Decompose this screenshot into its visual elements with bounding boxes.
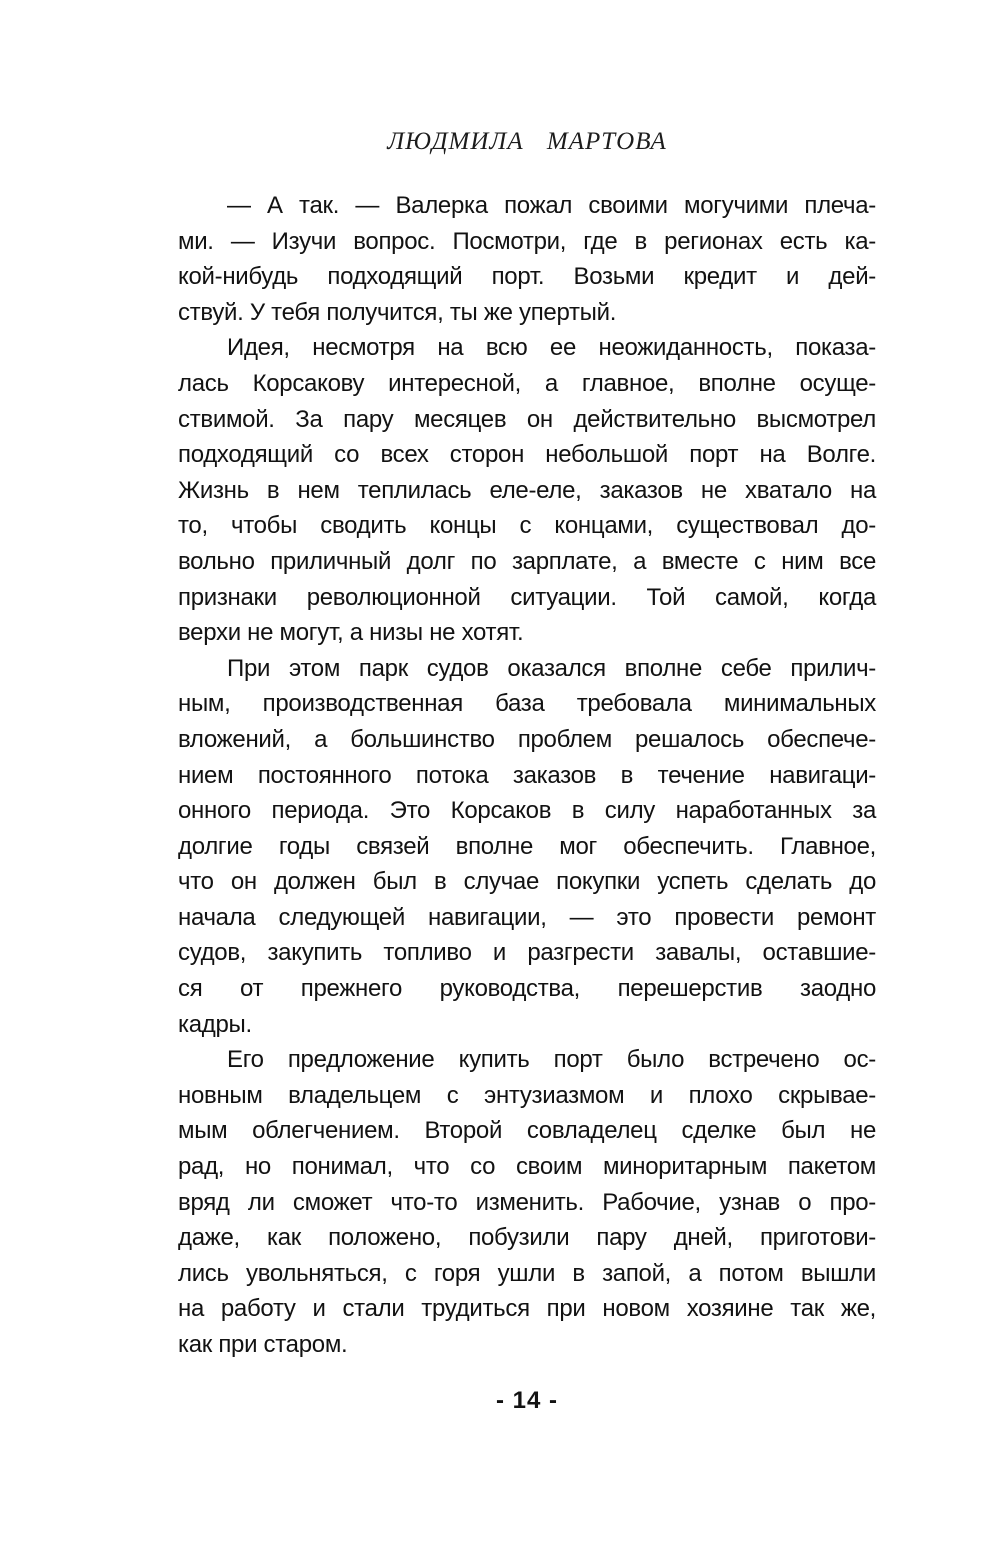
page-number: - 14 - (495, 1387, 558, 1414)
text-line: При этом парк судов оказался вполне себе прилич- (227, 654, 876, 682)
text-line: Идея, несмотря на всю ее неожиданность, показа- (227, 334, 876, 362)
text-line: Жизнь в нем теплилась еле-еле, заказов не хватало на (178, 476, 876, 504)
text-line: даже, как положено, побузили пару дней, приготови- (178, 1224, 876, 1252)
text-line: онного периода. Это Корсаков в силу наработанных за (178, 797, 876, 825)
text-line: что он должен был в случае покупки успеть сделать до (178, 868, 876, 896)
text-line: нием постоянного потока заказов в течение навигаци- (178, 761, 876, 789)
text-line: вряд ли сможет что-то изменить. Рабочие, узнав о про- (178, 1188, 876, 1216)
text-line: — А так. — Валерка пожал своими могучими плеча- (227, 192, 876, 219)
text-line: на работу и стали трудиться при новом хозяине так же, (178, 1295, 876, 1323)
text-line: ми. — Изучи вопрос. Посмотри, где в регионах есть ка- (178, 227, 876, 255)
text-line: то, чтобы сводить концы с концами, существовал до- (178, 512, 876, 540)
running-header-author: ЛЮДМИЛА МАРТОВА (387, 128, 667, 155)
text-line: как при старом. (178, 1331, 348, 1358)
text-line: кой-нибудь подходящий порт. Возьми кредит и дей- (178, 263, 876, 291)
text-line: судов, закупить топливо и разгрести завалы, оставшие- (178, 939, 876, 967)
text-line: новным владельцем с энтузиазмом и плохо скрывае- (178, 1081, 876, 1109)
text-line: ствуй. У тебя получится, ты же упертый. (178, 298, 617, 326)
text-line: начала следующей навигации, — это провести ремонт (178, 903, 876, 931)
text-line: ствимой. За пару месяцев он действительно высмотрел (178, 405, 876, 433)
text-line: вложений, а большинство проблем решалось обеспече- (178, 725, 876, 753)
text-line: подходящий со всех сторон небольшой порт на Волге. (178, 441, 876, 469)
text-line: ным, производственная база требовала минимальных (178, 690, 876, 718)
body-text (178, 188, 876, 1363)
text-line: Его предложение купить порт было встречено ос- (227, 1046, 876, 1074)
text-line: лись увольняться, с горя ушли в запой, а потом вышли (178, 1259, 876, 1287)
text-line: вольно приличный долг по зарплате, а вместе с ним все (178, 547, 876, 575)
text-line: долгие годы связей вполне мог обеспечить. Главное, (178, 832, 876, 860)
text-line: признаки революционной ситуации. Той самой, когда (178, 583, 876, 611)
text-line: рад, но понимал, что со своим миноритарным пакетом (178, 1153, 876, 1181)
text-line: кадры. (178, 1010, 252, 1038)
text-line: верхи не могут, а низы не хотят. (178, 619, 524, 647)
text-line: лась Корсакову интересной, а главное, вполне осуще- (178, 369, 876, 397)
text-line: мым облегчением. Второй совладелец сделке был не (178, 1117, 876, 1145)
text-line: ся от прежнего руководства, перешерстив заодно (178, 975, 876, 1003)
